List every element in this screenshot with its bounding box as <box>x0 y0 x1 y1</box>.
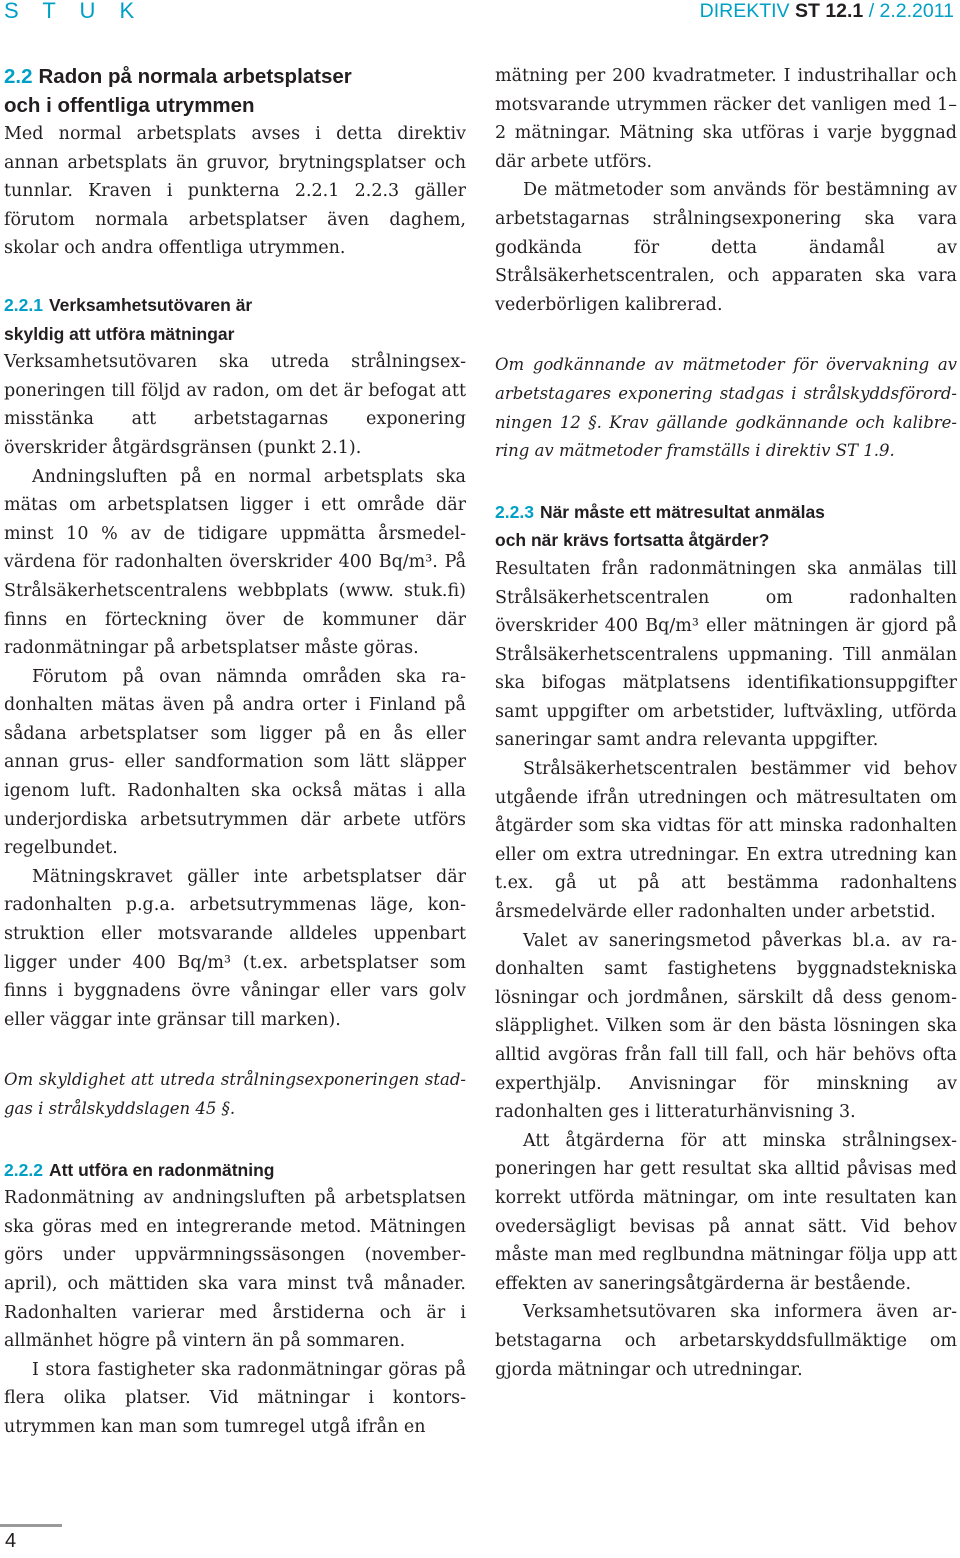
section-number: 2.2.2 <box>4 1159 43 1180</box>
legal-note: Om godkännande av mätmetoder för övervakning av arbetstagares exponering stadgas i strålskyddsförordningen 12 §. Krav gällande godkännande och kalibrering av mätmetoder framställs i direktiv ST 1.9. <box>495 355 957 461</box>
doc-prefix: DIREKTIV <box>699 0 795 22</box>
section-title-line1: Verksamhetsutövaren är <box>48 294 253 315</box>
document-reference <box>700 0 954 23</box>
paragraph: Förutom på ovan nämnda områden ska radonhalten mätas även på andra orter i Finland på sådana arbetsplatser som ligger på en ås eller annan grus- eller sandformation som lätt släpper igenom luft. Radonhalten ska också mätas i alla underjordiska arbetsutrymmen där arbete utförs regelbundet. <box>4 666 466 859</box>
footer-rule <box>0 1524 62 1527</box>
paragraph: Valet av saneringsmetod påverkas bl.a. av radonhalten samt fastighetens byggnadstekniska lösningar och jordmånen, särskilt då dess genomsläpplighet. Vilken som är den bästa lösningen ska alltid avgöras från fall till fall, och här behövs ofta experthjälp. Anvisningar för minskning av radonhalten ges i litteraturhänvisning 3. <box>495 930 957 1123</box>
paragraph: Radonmätning av andningsluften på arbetsplatsen ska göras med en integrerande metod. Mätningen görs under uppvärmningssäsongen (november-april), och mättiden ska vara minst två månader. Radonhalten varierar med årstiderna och är i allmänhet högre på vintern än på sommaren. <box>4 1188 466 1352</box>
paragraph: Resultaten från radonmätningen ska anmälas till Strålsäkerhetscentralen om radonhalten överskrider 400 Bq/m³ eller mätningen är gjord på Strålsäkerhetscentralens uppmaning. Till anmälan ska bifogas mätplatsens identifikationsuppgifter samt uppgifter om arbetstider, luftväxling, utförda saneringar samt andra relevanta uppgifter. <box>495 558 957 751</box>
section-number: 2.2 <box>4 65 33 88</box>
paragraph: mätning per 200 kvadratmeter. I industrihallar och motsvarande utrymmen räcker det vanligen med 1–2 mätningar. Mätning ska utföras i varje byggnad där arbete utförs. <box>495 66 957 172</box>
section-title-line1: Radon på normala arbetsplatser <box>38 65 352 88</box>
section-2-2-heading <box>4 62 466 120</box>
doc-date: / 2.2.2011 <box>863 0 954 22</box>
paragraph: Strålsäkerhetscentralen bestämmer vid behov utgående ifrån utredningen och mätresultaten om åtgärder som ska vidtas för att minska radonhalten eller om extra utredningar. En extra utredning kan t.ex. gå ut på att bestämma radonhaltens årsmedelvärde eller radonhalten under arbetstid. <box>495 759 957 923</box>
section-number: 2.2.1 <box>4 294 43 315</box>
paragraph: Verksamhetsutövaren ska utreda strålningsexponeringen till följd av radon, om det är befogat att misstänka att arbetstagarnas exponering överskrider åtgärdsgränsen (punkt 2.1). <box>4 352 466 458</box>
paragraph: Mätningskravet gäller inte arbetsplatser där radonhalten p.g.a. arbetsutrymmenas läge, konstruktion eller motsvarande alldeles uppenbart ligger under 400 Bq/m³ (t.ex. arbetsplatser som finns i byggnadens övre våningar eller vars golv eller väggar inte gränsar till marken). <box>4 866 466 1030</box>
left-column <box>4 62 466 1442</box>
paragraph: I stora fastigheter ska radonmätningar göras på flera olika platser. Vid mätningar i kontorsutrymmen kan man som tumregel utgå ifrån en <box>4 1359 466 1437</box>
section-title-line1: När måste ett mätresultat anmälas <box>539 501 825 522</box>
section-title: Att utföra en radonmätning <box>48 1159 275 1180</box>
paragraph: Andningsluften på en normal arbetsplats ska mätas om arbetsplatsen ligger i ett område där minst 10 % av de tidigare uppmätta årsmedelvärdena för radonhalten överskrider 400 Bq/m³. På Strålsäkerhetscentralens webbplats (www. stuk.fi) finns en förteckning över de kommuner där radonmätningar på arbetsplatser måste göras. <box>4 466 466 659</box>
section-number: 2.2.3 <box>495 501 534 522</box>
right-column <box>495 62 957 1384</box>
section-title-line2: och när krävs fortsatta åtgärder? <box>495 530 770 551</box>
page-number: 4 <box>5 1530 17 1552</box>
doc-code: ST 12.1 <box>794 0 864 22</box>
section-title-line2: skyldig att utföra mätningar <box>4 323 235 344</box>
paragraph: Verksamhetsutövaren ska informera även arbetstagarna och arbetarskyddsfullmäktige om gjorda mätningar och utredningar. <box>495 1302 957 1380</box>
section-title-line2: och i offentliga utrymmen <box>4 94 255 117</box>
paragraph: Med normal arbetsplats avses i detta direktiv annan arbetsplats än gruvor, brytningsplatser och tunnlar. Kraven i punkterna 2.2.1 2.2.3 gäller förutom normala arbetsplatser även daghem, skolar och andra offentliga utrymmen. <box>4 124 466 259</box>
section-2-2-2-heading <box>4 1156 466 1185</box>
section-2-2-1-heading <box>4 291 466 348</box>
legal-note: Om skyldighet att utreda strålningsexponeringen stadgas i strålskyddslagen 45 §. <box>4 1070 466 1118</box>
paragraph: De mätmetoder som används för bestämning av arbetstagarnas strålningsexponering ska vara godkända för detta ändamål av Strålsäkerhetscentralen, och apparaten ska vara vederbörligen kalibrerad. <box>495 180 957 315</box>
publisher-logo: S T U K <box>4 0 144 23</box>
section-2-2-3-heading <box>495 498 957 555</box>
paragraph: Att åtgärderna för att minska strålningsexponeringen har gett resultat ska alltid påvisas med korrekt utförda mätningar, om inte resultaten kan ovedersägligt bevisas på annat sätt. Vid behov måste man med reglbundna mätningar följa upp att effekten av saneringsåtgärderna är bestående. <box>495 1130 957 1294</box>
